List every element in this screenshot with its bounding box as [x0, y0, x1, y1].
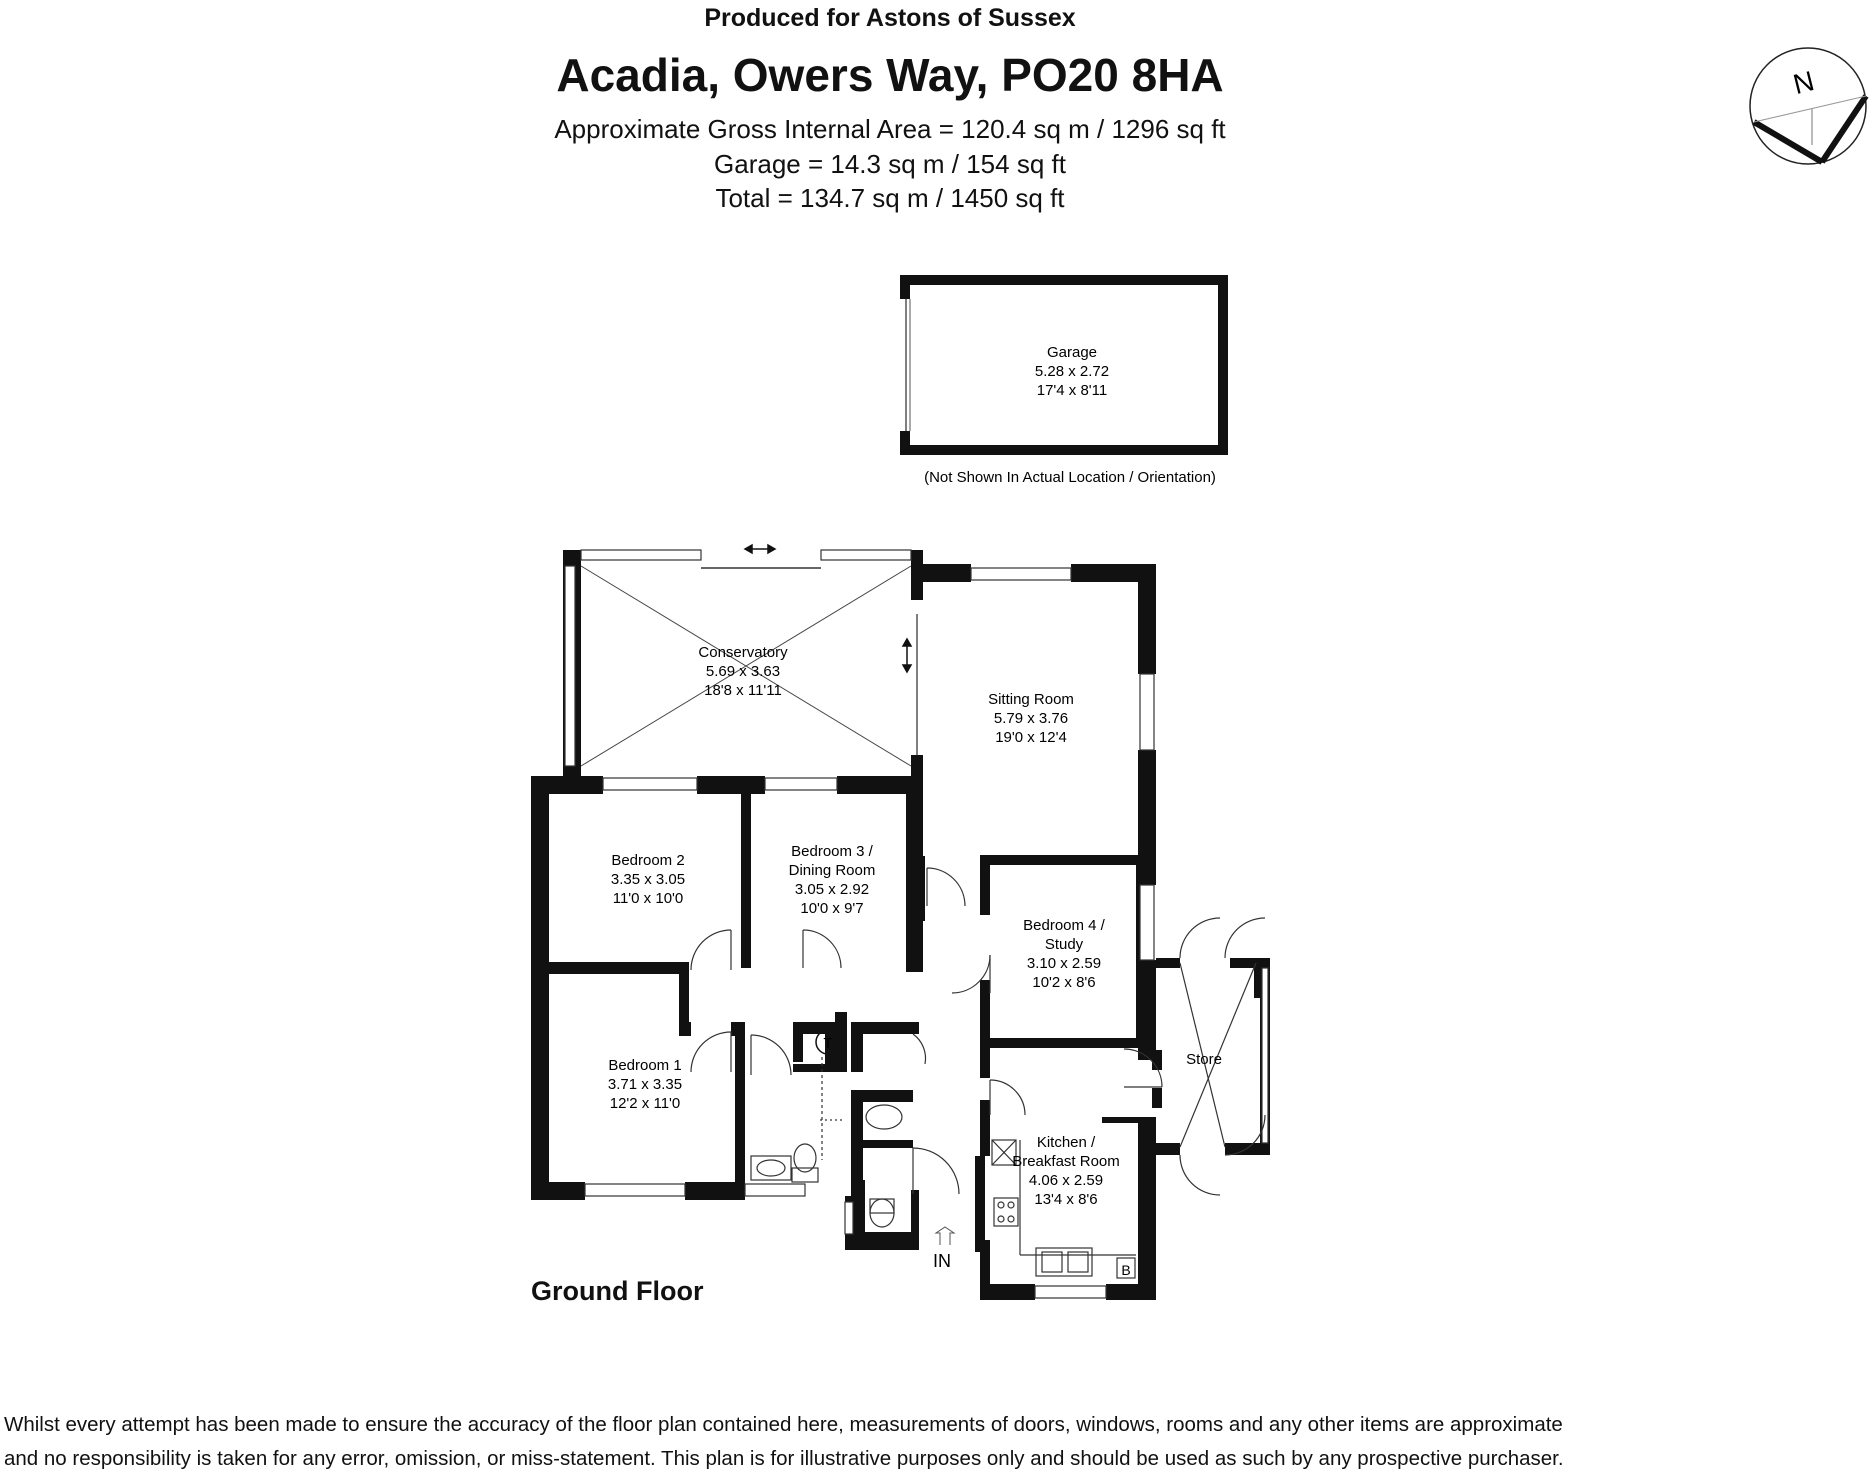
bedroom3-metric-dims: 3.05 x 2.92: [794, 881, 870, 898]
tank-marker: T: [823, 1035, 833, 1052]
bedroom3-label-line2: Dining Room: [788, 862, 876, 879]
bedroom1-imperial-dims: 12'2 x 11'0: [609, 1095, 681, 1112]
garage-location-note: (Not Shown In Actual Location / Orientation): [924, 469, 1216, 486]
produced-for-text: Produced for Astons of Sussex: [704, 4, 1076, 32]
bedroom4-label-line2: Study: [1044, 936, 1084, 953]
conservatory-metric-dims: 5.69 x 3.63: [705, 663, 781, 680]
disclaimer-line-2: and no responsibility is taken for any error, omission, or miss-statement. This plan is for illustrative purposes only and should be used as such by any prospective purchaser.: [4, 1447, 1564, 1470]
store-label: Store: [1186, 1051, 1222, 1068]
disclaimer-line-1: Whilst every attempt has been made to ensure the accuracy of the floor plan contained here, measurements of doors, windows, rooms and any other items are approximate: [4, 1413, 1563, 1436]
disclaimer: [4, 1408, 1868, 1476]
bedroom2-metric-dims: 3.35 x 3.05: [610, 871, 686, 888]
garage-imperial-dims: 17'4 x 8'11: [1036, 382, 1108, 399]
bedroom1-metric-dims: 3.71 x 3.35: [607, 1076, 683, 1093]
kitchen-imperial-dims: 13'4 x 8'6: [1034, 1191, 1098, 1208]
gross-internal-area-text: Approximate Gross Internal Area = 120.4 sq m / 1296 sq ft: [554, 114, 1226, 144]
property-address-title: Acadia, Owers Way, PO20 8HA: [556, 49, 1224, 101]
garage-metric-dims: 5.28 x 2.72: [1034, 363, 1110, 380]
bedroom4-metric-dims: 3.10 x 2.59: [1026, 955, 1102, 972]
bedroom1-label: Bedroom 1: [608, 1057, 682, 1074]
sitting-room-metric-dims: 5.79 x 3.76: [993, 710, 1069, 727]
bedroom4-imperial-dims: 10'2 x 8'6: [1032, 974, 1096, 991]
total-area-text: Total = 134.7 sq m / 1450 sq ft: [715, 183, 1065, 213]
kitchen-label-line1: Kitchen /: [1036, 1134, 1096, 1151]
floor-label: Ground Floor: [531, 1276, 704, 1306]
bedroom2-imperial-dims: 11'0 x 10'0: [612, 890, 684, 907]
north-arrow-icon: [1750, 48, 1866, 164]
boiler-marker: B: [1121, 1262, 1131, 1278]
bedroom2-label: Bedroom 2: [611, 852, 685, 869]
conservatory-imperial-dims: 18'8 x 11'11: [704, 682, 782, 699]
bedroom3-imperial-dims: 10'0 x 9'7: [800, 900, 864, 917]
kitchen-label-line2: Breakfast Room: [1012, 1153, 1120, 1170]
sitting-room-imperial-dims: 19'0 x 12'4: [995, 729, 1067, 746]
conservatory-label: Conservatory: [698, 644, 788, 661]
bedroom3-label-line1: Bedroom 3 /: [791, 843, 873, 860]
garage-area-text: Garage = 14.3 sq m / 154 sq ft: [714, 149, 1066, 179]
bedroom4-label-line1: Bedroom 4 /: [1023, 917, 1105, 934]
kitchen-metric-dims: 4.06 x 2.59: [1028, 1172, 1104, 1189]
entrance-arrow-icon: [936, 1227, 954, 1245]
sitting-room-label: Sitting Room: [988, 691, 1074, 708]
entrance-label: IN: [933, 1251, 951, 1271]
garage-label: Garage: [1046, 344, 1098, 361]
compass-n-label: N: [1790, 65, 1818, 101]
